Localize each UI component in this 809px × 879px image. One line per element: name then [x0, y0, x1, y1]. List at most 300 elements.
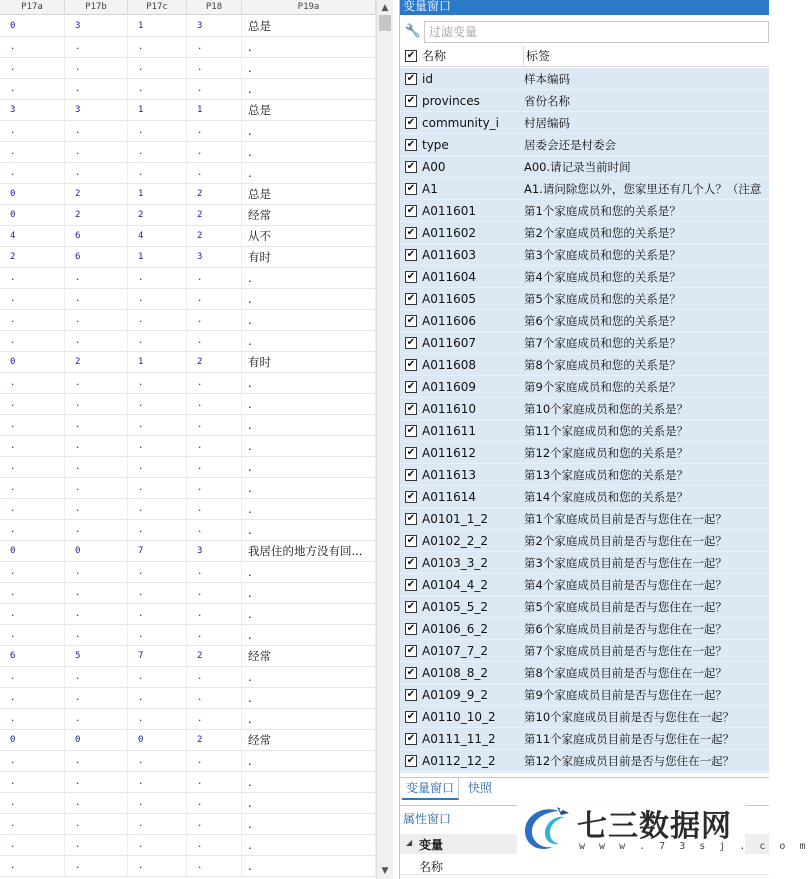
variable-checkbox[interactable]: ✔ [406, 755, 416, 766]
grid-cell[interactable]: 2 [187, 352, 242, 373]
grid-cell[interactable]: 6 [65, 226, 128, 247]
grid-cell[interactable]: 2 [65, 205, 128, 226]
grid-cell[interactable]: . [128, 268, 187, 289]
table-row[interactable] [0, 625, 376, 646]
variable-checkbox[interactable]: ✔ [406, 579, 416, 590]
grid-cell[interactable]: . [65, 625, 128, 646]
variable-row[interactable] [400, 618, 769, 640]
grid-cell[interactable]: . [187, 814, 242, 835]
grid-cell[interactable]: . [187, 772, 242, 793]
variable-checkbox[interactable]: ✔ [406, 95, 416, 106]
grid-cell[interactable]: . [128, 709, 187, 730]
variable-checkbox[interactable]: ✔ [406, 667, 416, 678]
variable-checkbox[interactable]: ✔ [406, 469, 416, 480]
grid-cell[interactable]: . [128, 583, 187, 604]
table-row[interactable] [0, 520, 376, 541]
table-row[interactable] [0, 730, 376, 751]
table-row[interactable] [0, 100, 376, 121]
variable-row[interactable] [400, 486, 769, 508]
grid-cell[interactable]: . [242, 478, 376, 499]
table-row[interactable] [0, 331, 376, 352]
variable-checkbox[interactable]: ✔ [406, 491, 416, 502]
grid-cell[interactable]: . [242, 436, 376, 457]
grid-cell[interactable]: . [128, 562, 187, 583]
table-row[interactable] [0, 478, 376, 499]
vertical-scrollbar[interactable] [376, 0, 393, 879]
grid-cell[interactable]: . [242, 310, 376, 331]
grid-cell[interactable]: . [187, 436, 242, 457]
tab-snapshot[interactable]: 快照 [468, 781, 493, 795]
variable-checkbox[interactable]: ✔ [406, 403, 416, 414]
grid-cell[interactable]: 5 [65, 646, 128, 667]
grid-cell[interactable]: . [65, 478, 128, 499]
grid-cell[interactable]: 0 [128, 730, 187, 751]
table-row[interactable] [0, 310, 376, 331]
grid-cell[interactable]: . [65, 688, 128, 709]
grid-cell[interactable]: . [128, 373, 187, 394]
variable-checkbox[interactable]: ✔ [406, 733, 416, 744]
variable-checkbox[interactable]: ✔ [406, 227, 416, 238]
variable-row[interactable] [400, 640, 769, 662]
grid-cell[interactable]: . [242, 499, 376, 520]
grid-cell[interactable]: . [65, 394, 128, 415]
grid-cell[interactable]: 1 [128, 100, 187, 121]
grid-cell[interactable]: 0 [65, 541, 128, 562]
grid-cell[interactable]: . [0, 709, 65, 730]
table-row[interactable] [0, 205, 376, 226]
grid-cell[interactable]: . [128, 835, 187, 856]
grid-cell[interactable]: . [65, 163, 128, 184]
grid-cell[interactable]: . [128, 58, 187, 79]
table-row[interactable] [0, 499, 376, 520]
variable-row[interactable] [400, 552, 769, 574]
grid-cell[interactable]: 我居住的地方没有回... [242, 541, 376, 562]
grid-cell[interactable]: . [65, 37, 128, 58]
grid-cell[interactable]: . [242, 415, 376, 436]
table-row[interactable] [0, 394, 376, 415]
grid-cell[interactable]: . [187, 835, 242, 856]
table-row[interactable] [0, 604, 376, 625]
variable-row[interactable] [400, 728, 769, 750]
variable-checkbox[interactable]: ✔ [406, 557, 416, 568]
variable-checkbox[interactable]: ✔ [406, 381, 416, 392]
grid-cell[interactable]: . [128, 625, 187, 646]
grid-cell[interactable]: 0 [0, 352, 65, 373]
grid-cell[interactable]: . [242, 520, 376, 541]
grid-cell[interactable]: . [65, 373, 128, 394]
grid-cell[interactable]: . [187, 121, 242, 142]
variable-checkbox[interactable]: ✔ [406, 689, 416, 700]
grid-cell[interactable]: . [65, 268, 128, 289]
table-row[interactable] [0, 751, 376, 772]
grid-cell[interactable]: . [187, 289, 242, 310]
grid-cell[interactable]: . [187, 37, 242, 58]
grid-cell[interactable]: 总是 [242, 184, 376, 205]
grid-cell[interactable]: . [0, 142, 65, 163]
grid-cell[interactable]: . [187, 478, 242, 499]
variable-checkbox[interactable]: ✔ [406, 623, 416, 634]
grid-cell[interactable]: . [65, 520, 128, 541]
table-row[interactable] [0, 814, 376, 835]
grid-cell[interactable]: . [0, 373, 65, 394]
grid-cell[interactable]: . [242, 142, 376, 163]
table-row[interactable] [0, 142, 376, 163]
variable-checkbox[interactable]: ✔ [406, 447, 416, 458]
grid-cell[interactable]: 经常 [242, 730, 376, 751]
variable-row[interactable] [400, 178, 769, 200]
grid-cell[interactable]: 总是 [242, 100, 376, 121]
variable-checkbox[interactable]: ✔ [406, 425, 416, 436]
table-row[interactable] [0, 79, 376, 100]
grid-cell[interactable]: 0 [0, 730, 65, 751]
grid-cell[interactable]: 1 [128, 352, 187, 373]
table-row[interactable] [0, 835, 376, 856]
variable-row[interactable] [400, 530, 769, 552]
table-row[interactable] [0, 121, 376, 142]
grid-cell[interactable]: . [128, 688, 187, 709]
grid-cell[interactable]: 0 [0, 16, 65, 37]
grid-cell[interactable]: . [187, 142, 242, 163]
grid-cell[interactable]: . [128, 142, 187, 163]
grid-cell[interactable]: . [187, 520, 242, 541]
wrench-icon[interactable]: 🔧 [404, 24, 422, 39]
variable-row[interactable] [400, 398, 769, 420]
variable-row[interactable] [400, 750, 769, 772]
grid-cell[interactable]: . [0, 667, 65, 688]
table-row[interactable] [0, 268, 376, 289]
grid-cell[interactable]: . [0, 394, 65, 415]
grid-cell[interactable]: . [0, 58, 65, 79]
grid-cell[interactable]: . [128, 163, 187, 184]
grid-cell[interactable]: . [65, 331, 128, 352]
grid-cell[interactable]: . [65, 79, 128, 100]
grid-cell[interactable]: 0 [0, 205, 65, 226]
grid-cell[interactable]: . [0, 604, 65, 625]
variable-checkbox[interactable]: ✔ [406, 293, 416, 304]
grid-cell[interactable]: 1 [128, 16, 187, 37]
variable-row[interactable] [400, 332, 769, 354]
grid-cell[interactable]: . [187, 373, 242, 394]
grid-cell[interactable]: . [187, 751, 242, 772]
grid-cell[interactable]: . [0, 499, 65, 520]
collapse-triangle-icon[interactable]: ◢ [406, 838, 413, 847]
grid-cell[interactable]: . [0, 688, 65, 709]
grid-cell[interactable]: . [242, 709, 376, 730]
grid-cell[interactable]: . [65, 499, 128, 520]
table-row[interactable] [0, 163, 376, 184]
variable-row[interactable] [400, 706, 769, 728]
table-row[interactable] [0, 16, 376, 37]
grid-cell[interactable]: . [128, 415, 187, 436]
variable-checkbox[interactable]: ✔ [406, 645, 416, 656]
table-row[interactable] [0, 58, 376, 79]
variable-row[interactable] [400, 222, 769, 244]
grid-cell[interactable]: . [242, 688, 376, 709]
grid-cell[interactable]: . [242, 289, 376, 310]
grid-cell[interactable]: . [0, 163, 65, 184]
grid-cell[interactable]: 3 [65, 100, 128, 121]
grid-cell[interactable]: 2 [187, 205, 242, 226]
grid-cell[interactable]: . [0, 457, 65, 478]
grid-cell[interactable]: . [65, 58, 128, 79]
grid-cell[interactable]: . [187, 457, 242, 478]
variable-row[interactable] [400, 288, 769, 310]
grid-cell[interactable]: . [0, 478, 65, 499]
table-row[interactable] [0, 226, 376, 247]
grid-cell[interactable]: . [187, 625, 242, 646]
grid-cell[interactable]: . [242, 562, 376, 583]
tab-variable-window[interactable]: 变量窗口 [402, 778, 459, 800]
grid-cell[interactable]: . [65, 562, 128, 583]
grid-cell[interactable]: . [128, 793, 187, 814]
variable-row[interactable] [400, 90, 769, 112]
variable-checkbox[interactable]: ✔ [406, 249, 416, 260]
grid-cell[interactable]: 6 [65, 247, 128, 268]
column-header-p18[interactable]: P18 [187, 0, 242, 15]
variable-checkbox[interactable]: ✔ [406, 183, 416, 194]
grid-cell[interactable]: . [65, 415, 128, 436]
variable-row[interactable] [400, 574, 769, 596]
filter-variables-input[interactable] [424, 21, 769, 43]
grid-cell[interactable]: . [242, 667, 376, 688]
grid-cell[interactable]: . [128, 394, 187, 415]
variable-row[interactable] [400, 684, 769, 706]
grid-cell[interactable]: . [187, 415, 242, 436]
variable-row[interactable] [400, 134, 769, 156]
table-row[interactable] [0, 436, 376, 457]
grid-cell[interactable]: . [128, 289, 187, 310]
grid-cell[interactable]: . [187, 310, 242, 331]
table-row[interactable] [0, 583, 376, 604]
scroll-thumb[interactable] [379, 15, 391, 31]
table-row[interactable] [0, 457, 376, 478]
column-header-p17b[interactable]: P17b [65, 0, 128, 15]
scroll-down-icon[interactable]: ▼ [381, 866, 389, 876]
variable-checkbox[interactable]: ✔ [406, 315, 416, 326]
grid-cell[interactable]: . [187, 604, 242, 625]
grid-cell[interactable]: 有时 [242, 247, 376, 268]
grid-cell[interactable]: . [0, 751, 65, 772]
grid-cell[interactable]: . [242, 457, 376, 478]
grid-cell[interactable]: 0 [0, 541, 65, 562]
variable-checkbox[interactable]: ✔ [406, 139, 416, 150]
grid-cell[interactable]: . [242, 58, 376, 79]
grid-cell[interactable]: . [128, 520, 187, 541]
table-row[interactable] [0, 289, 376, 310]
grid-cell[interactable]: . [242, 856, 376, 877]
grid-cell[interactable]: 0 [0, 184, 65, 205]
grid-cell[interactable]: . [65, 709, 128, 730]
grid-cell[interactable]: . [187, 688, 242, 709]
grid-cell[interactable]: . [128, 331, 187, 352]
grid-cell[interactable]: . [0, 310, 65, 331]
variable-checkbox[interactable]: ✔ [406, 535, 416, 546]
grid-cell[interactable]: 2 [187, 646, 242, 667]
grid-cell[interactable]: 3 [187, 247, 242, 268]
grid-cell[interactable]: 经常 [242, 205, 376, 226]
grid-cell[interactable]: . [242, 583, 376, 604]
grid-cell[interactable]: . [128, 667, 187, 688]
grid-cell[interactable]: 3 [0, 100, 65, 121]
grid-cell[interactable]: . [65, 772, 128, 793]
table-row[interactable] [0, 772, 376, 793]
grid-cell[interactable]: . [187, 499, 242, 520]
grid-cell[interactable]: . [242, 268, 376, 289]
grid-cell[interactable]: . [0, 835, 65, 856]
variable-checkbox[interactable]: ✔ [406, 359, 416, 370]
grid-cell[interactable]: . [0, 331, 65, 352]
variable-row[interactable] [400, 420, 769, 442]
table-row[interactable] [0, 373, 376, 394]
grid-cell[interactable]: . [187, 394, 242, 415]
variable-checkbox[interactable]: ✔ [406, 513, 416, 524]
grid-cell[interactable]: 0 [65, 730, 128, 751]
grid-cell[interactable]: . [128, 121, 187, 142]
grid-cell[interactable]: . [187, 793, 242, 814]
table-row[interactable] [0, 247, 376, 268]
table-row[interactable] [0, 541, 376, 562]
grid-cell[interactable]: . [0, 583, 65, 604]
grid-cell[interactable]: . [65, 751, 128, 772]
grid-cell[interactable]: . [65, 583, 128, 604]
grid-cell[interactable]: . [0, 562, 65, 583]
grid-cell[interactable]: . [65, 793, 128, 814]
variable-row[interactable] [400, 156, 769, 178]
grid-cell[interactable]: . [0, 772, 65, 793]
grid-cell[interactable]: . [128, 310, 187, 331]
table-row[interactable] [0, 688, 376, 709]
column-header-label[interactable]: 标签 [526, 49, 551, 63]
grid-cell[interactable]: . [0, 814, 65, 835]
grid-cell[interactable]: 1 [187, 100, 242, 121]
grid-cell[interactable]: 经常 [242, 646, 376, 667]
grid-cell[interactable]: . [65, 835, 128, 856]
grid-cell[interactable]: . [65, 121, 128, 142]
grid-cell[interactable]: . [242, 394, 376, 415]
variable-row[interactable] [400, 200, 769, 222]
grid-cell[interactable]: . [65, 436, 128, 457]
grid-cell[interactable]: . [242, 163, 376, 184]
grid-cell[interactable]: . [128, 751, 187, 772]
grid-cell[interactable]: 2 [65, 352, 128, 373]
grid-cell[interactable]: . [242, 37, 376, 58]
grid-cell[interactable]: . [128, 457, 187, 478]
grid-cell[interactable]: . [0, 856, 65, 877]
grid-cell[interactable]: . [65, 142, 128, 163]
variable-checkbox[interactable]: ✔ [406, 205, 416, 216]
grid-cell[interactable]: 2 [187, 226, 242, 247]
grid-cell[interactable]: . [242, 79, 376, 100]
grid-cell[interactable]: . [242, 835, 376, 856]
grid-cell[interactable]: . [242, 121, 376, 142]
variable-row[interactable] [400, 244, 769, 266]
grid-cell[interactable]: 3 [65, 16, 128, 37]
grid-cell[interactable]: . [242, 772, 376, 793]
variable-checkbox[interactable]: ✔ [406, 161, 416, 172]
grid-cell[interactable]: . [242, 331, 376, 352]
table-row[interactable] [0, 856, 376, 877]
table-row[interactable] [0, 352, 376, 373]
table-row[interactable] [0, 184, 376, 205]
variable-row[interactable] [400, 112, 769, 134]
scroll-up-icon[interactable]: ▲ [381, 3, 389, 13]
grid-cell[interactable]: . [0, 79, 65, 100]
grid-cell[interactable]: . [242, 814, 376, 835]
variable-row[interactable] [400, 266, 769, 288]
grid-cell[interactable]: . [187, 667, 242, 688]
grid-cell[interactable]: 4 [128, 226, 187, 247]
grid-cell[interactable]: 2 [187, 184, 242, 205]
select-all-checkbox[interactable]: ✔ [406, 50, 416, 61]
grid-cell[interactable]: . [187, 58, 242, 79]
variable-row[interactable] [400, 596, 769, 618]
grid-cell[interactable]: . [242, 625, 376, 646]
grid-cell[interactable]: . [242, 373, 376, 394]
grid-cell[interactable]: . [65, 667, 128, 688]
table-row[interactable] [0, 37, 376, 58]
table-row[interactable] [0, 793, 376, 814]
grid-cell[interactable]: . [187, 79, 242, 100]
grid-cell[interactable]: 3 [187, 541, 242, 562]
grid-cell[interactable]: 1 [128, 184, 187, 205]
variable-row[interactable] [400, 464, 769, 486]
grid-cell[interactable]: 有时 [242, 352, 376, 373]
grid-cell[interactable]: 4 [0, 226, 65, 247]
variable-checkbox[interactable]: ✔ [406, 117, 416, 128]
column-header-p17a[interactable]: P17a [0, 0, 65, 15]
grid-cell[interactable]: . [65, 457, 128, 478]
column-header-name[interactable]: 名称 [422, 46, 524, 67]
grid-cell[interactable]: 2 [65, 184, 128, 205]
variable-row[interactable] [400, 662, 769, 684]
grid-cell[interactable]: . [0, 793, 65, 814]
data-grid[interactable] [0, 0, 376, 879]
grid-cell[interactable]: . [128, 772, 187, 793]
grid-cell[interactable]: . [242, 751, 376, 772]
grid-cell[interactable]: . [128, 814, 187, 835]
grid-cell[interactable]: 2 [128, 205, 187, 226]
grid-cell[interactable]: . [0, 268, 65, 289]
column-header-p19a[interactable]: P19a [242, 0, 376, 15]
grid-cell[interactable]: 6 [0, 646, 65, 667]
variable-row[interactable] [400, 68, 769, 90]
grid-cell[interactable]: 2 [0, 247, 65, 268]
grid-cell[interactable]: 1 [128, 247, 187, 268]
variable-checkbox[interactable]: ✔ [406, 73, 416, 84]
grid-cell[interactable]: . [242, 793, 376, 814]
variable-checkbox[interactable]: ✔ [406, 271, 416, 282]
variable-row[interactable] [400, 310, 769, 332]
grid-cell[interactable]: . [128, 37, 187, 58]
table-row[interactable] [0, 562, 376, 583]
grid-cell[interactable]: . [0, 121, 65, 142]
grid-cell[interactable]: . [128, 436, 187, 457]
table-row[interactable] [0, 415, 376, 436]
grid-cell[interactable]: 2 [187, 730, 242, 751]
grid-cell[interactable]: . [0, 436, 65, 457]
grid-cell[interactable]: 7 [128, 646, 187, 667]
grid-cell[interactable]: . [187, 856, 242, 877]
variable-row[interactable] [400, 354, 769, 376]
grid-cell[interactable]: . [187, 583, 242, 604]
grid-cell[interactable]: . [0, 625, 65, 646]
grid-cell[interactable]: . [187, 562, 242, 583]
grid-cell[interactable]: . [128, 79, 187, 100]
grid-cell[interactable]: . [65, 604, 128, 625]
grid-cell[interactable]: . [128, 604, 187, 625]
grid-cell[interactable]: . [65, 814, 128, 835]
variable-checkbox[interactable]: ✔ [406, 601, 416, 612]
